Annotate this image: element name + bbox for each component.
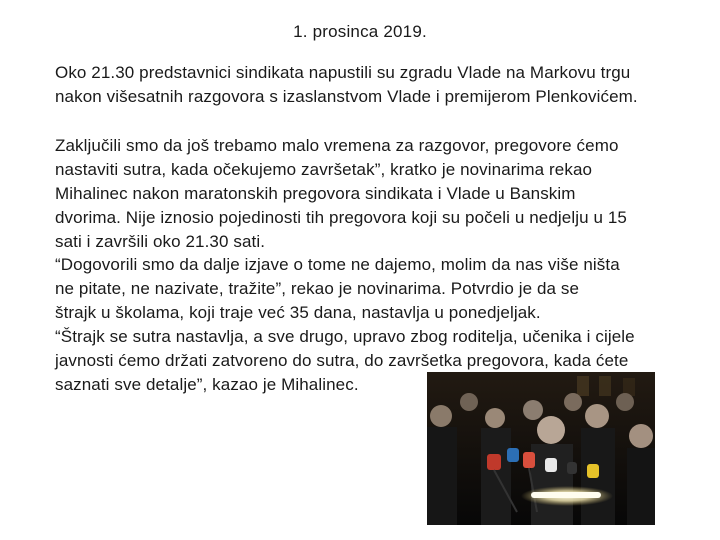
text-line: štrajk u školama, koji traje već 35 dana, nastavlja u ponedjeljak. <box>55 303 541 322</box>
text-line: “Štrajk se sutra nastavlja, a sve drugo, upravo zbog roditelja, učenika i cijele <box>55 327 635 346</box>
text-line: Zaključili smo da još trebamo malo vremena za razgovor, pregovore ćemo <box>55 136 619 155</box>
text-line: nakon višesatnih razgovora s izaslanstvom Vlade i premijerom Plenkovićem. <box>55 87 638 106</box>
text-line: saznati sve detalje”, kazao je Mihalinec. <box>55 375 359 394</box>
text-line: nastaviti sutra, kada očekujemo završetak”, kratko je novinarima rekao <box>55 160 593 179</box>
text-line: dvorima. Nije iznosio pojedinosti tih pregovora koji su počeli u nedjelju u 15 <box>55 208 627 227</box>
text-line: Mihalinec nakon maratonskih pregovora sindikata i Vlade u Banskim <box>55 184 576 203</box>
press-conference-photo <box>427 372 655 525</box>
paragraph-intro <box>55 61 675 109</box>
text-line: javnosti ćemo držati zatvoreno do sutra, do završetka pregovora, kada ćete <box>55 351 629 370</box>
document-date: 1. prosinca 2019. <box>293 22 427 41</box>
text-line: “Dogovorili smo da dalje izjave o tome ne dajemo, molim da nas više ništa <box>55 255 620 274</box>
paragraph-quote-2 <box>55 253 675 325</box>
text-line: sati i završili oko 21.30 sati. <box>55 232 266 251</box>
text-line: ne pitate, ne nazivate, tražite”, rekao je novinarima. Potvrdio je da se <box>55 279 580 298</box>
text-line: Oko 21.30 predstavnici sindikata napustili su zgradu Vlade na Markovu trgu <box>55 63 631 82</box>
paragraph-quote-1 <box>55 134 675 254</box>
